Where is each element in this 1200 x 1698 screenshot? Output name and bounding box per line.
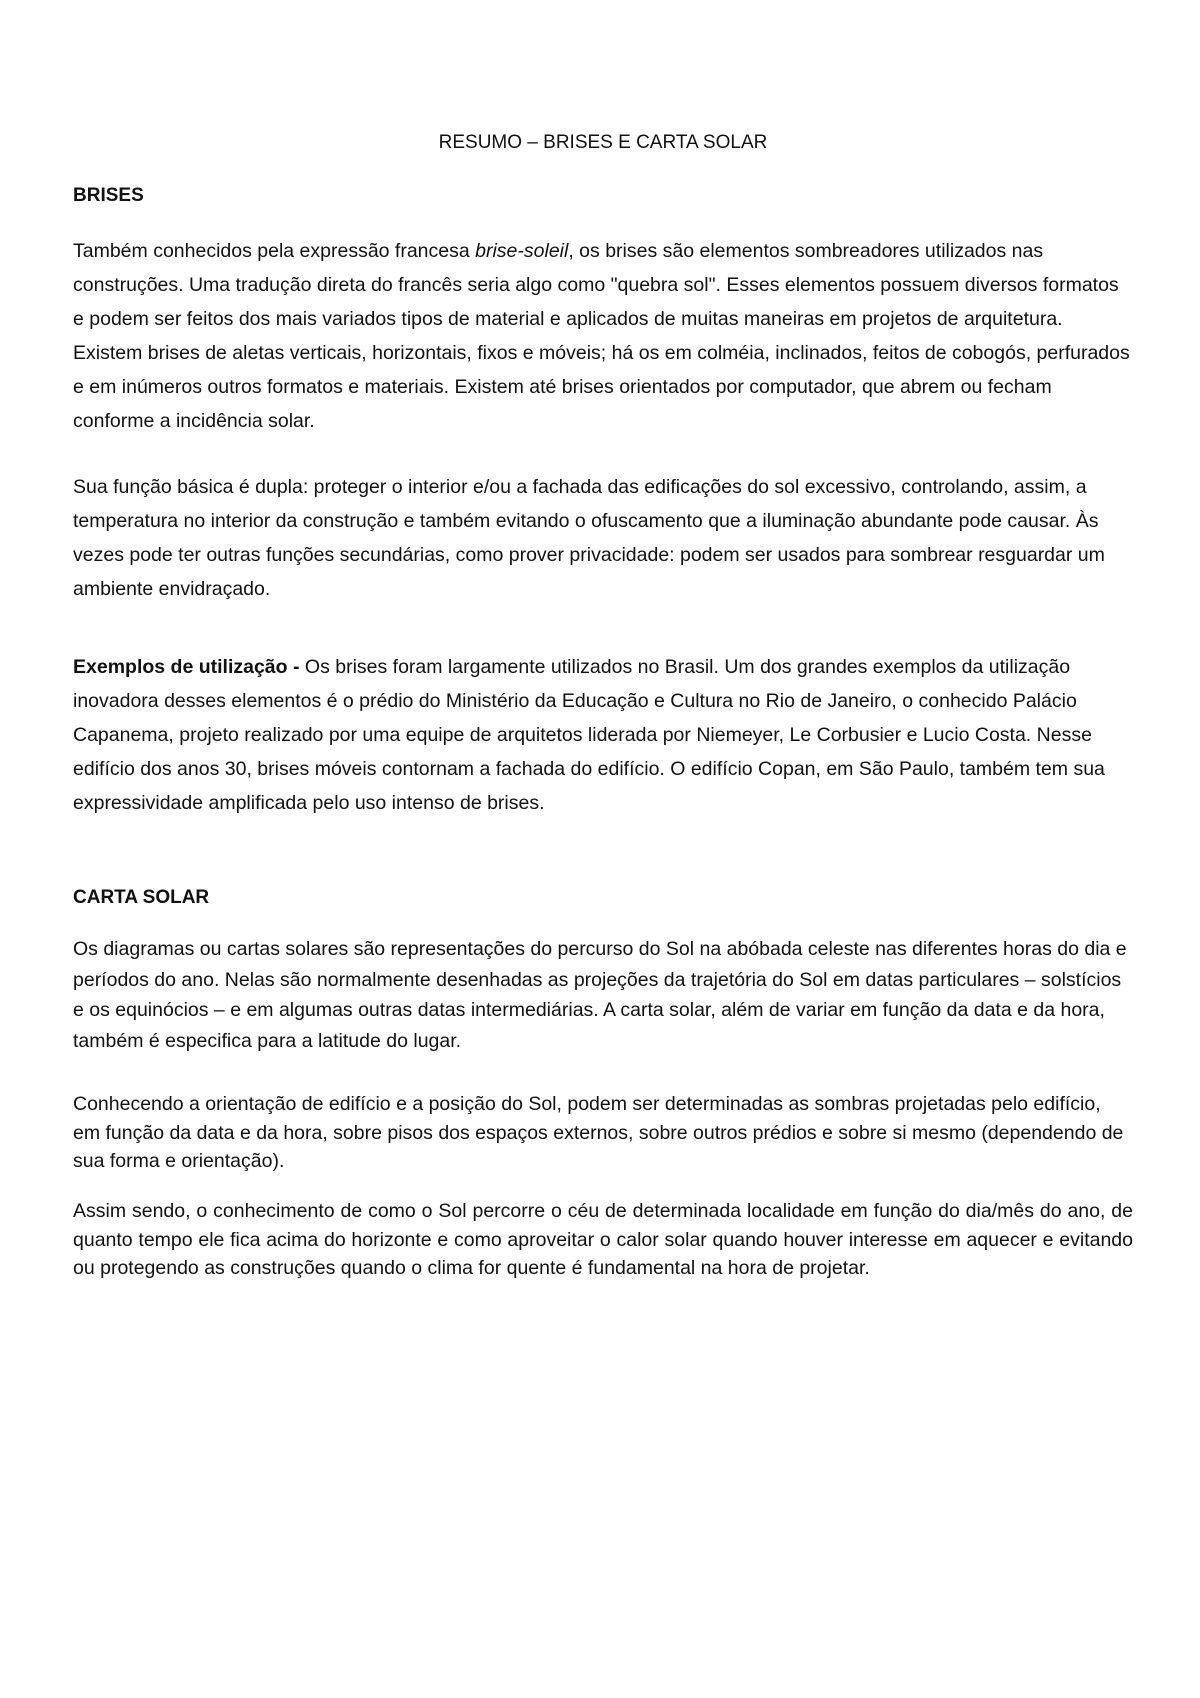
carta-solar-paragraph-1: Os diagramas ou cartas solares são representações do percurso do Sol na abóbada celeste nas diferentes horas do dia e períodos do ano. Nelas são normalmente desenhadas as projeções da trajetória do Sol em datas particulares – solstícios e os equinócios – e em algumas outras datas intermediárias. A carta solar, além de variar em função da data e da hora, também é especifica para a latitude do lugar. bbox=[73, 938, 1127, 1052]
brises-p1-italic-term: brise-soleil bbox=[475, 240, 569, 262]
carta-solar-paragraph-3: Assim sendo, o conhecimento de como o Sol percorre o céu de determinada localidade em função do dia/mês do ano, de quanto tempo ele fica acima do horizonte e como aproveitar o calor solar quando houver interesse em aquecer e evitando ou protegendo as construções quando o clima for quente é fundamental na hora de projetar. bbox=[73, 1200, 1133, 1279]
section-heading-carta-solar: CARTA SOLAR bbox=[73, 887, 210, 908]
brises-paragraph-2: Sua função básica é dupla: proteger o interior e/ou a fachada das edificações do sol excessivo, controlando, assim, a temperatura no interior da construção e também evitando o ofuscamento que a iluminação abundante pode causar. Às vezes pode ter outras funções secundárias, como prover privacidade: podem ser usados para sombrear resguardar um ambiente envidraçado. bbox=[73, 476, 1105, 600]
carta-solar-paragraph-2: Conhecendo a orientação de edifício e a posição do Sol, podem ser determinadas as sombras projetadas pelo edifício, em função da data e da hora, sobre pisos dos espaços externos, sobre outros prédios e sobre si mesmo (dependendo de sua forma e orientação). bbox=[73, 1093, 1124, 1172]
section-heading-brises: BRISES bbox=[73, 185, 144, 206]
brises-p3-text: Os brises foram largamente utilizados no Brasil. Um dos grandes exemplos da utilização inovadora desses elementos é o prédio do Ministério da Educação e Cultura no Rio de Janeiro, o conhecido Palácio Capanema, projeto realizado por uma equipe de arquitetos liderada por Niemeyer, Le Corbusier e Lucio Costa. Nesse edifício dos anos 30, brises móveis contornam a fachada do edifício. O edifício Copan, em São Paulo, também tem sua expressividade amplificada pelo uso intenso de brises. bbox=[73, 656, 1105, 814]
brises-paragraph-1 bbox=[73, 234, 1133, 438]
brises-p3-label: Exemplos de utilização - bbox=[73, 656, 300, 678]
brises-paragraph-3 bbox=[73, 650, 1133, 820]
brises-p1-text-b: , os brises são elementos sombreadores utilizados nas construções. Uma tradução direta do francês seria algo como "quebra sol". Esses elementos possuem diversos formatos e podem ser feitos dos mais variados tipos de material e aplicados de muitas maneiras em projetos de arquitetura. Existem brises de aletas verticais, horizontais, fixos e móveis; há os em colméia, inclinados, feitos de cobogós, perfurados e em inúmeros outros formatos e materiais. Existem até brises orientados por computador, que abrem ou fecham conforme a incidência solar. bbox=[73, 240, 1130, 432]
brises-p1-text-a: Também conhecidos pela expressão francesa bbox=[73, 240, 476, 262]
document-title: RESUMO – BRISES E CARTA SOLAR bbox=[438, 132, 768, 153]
